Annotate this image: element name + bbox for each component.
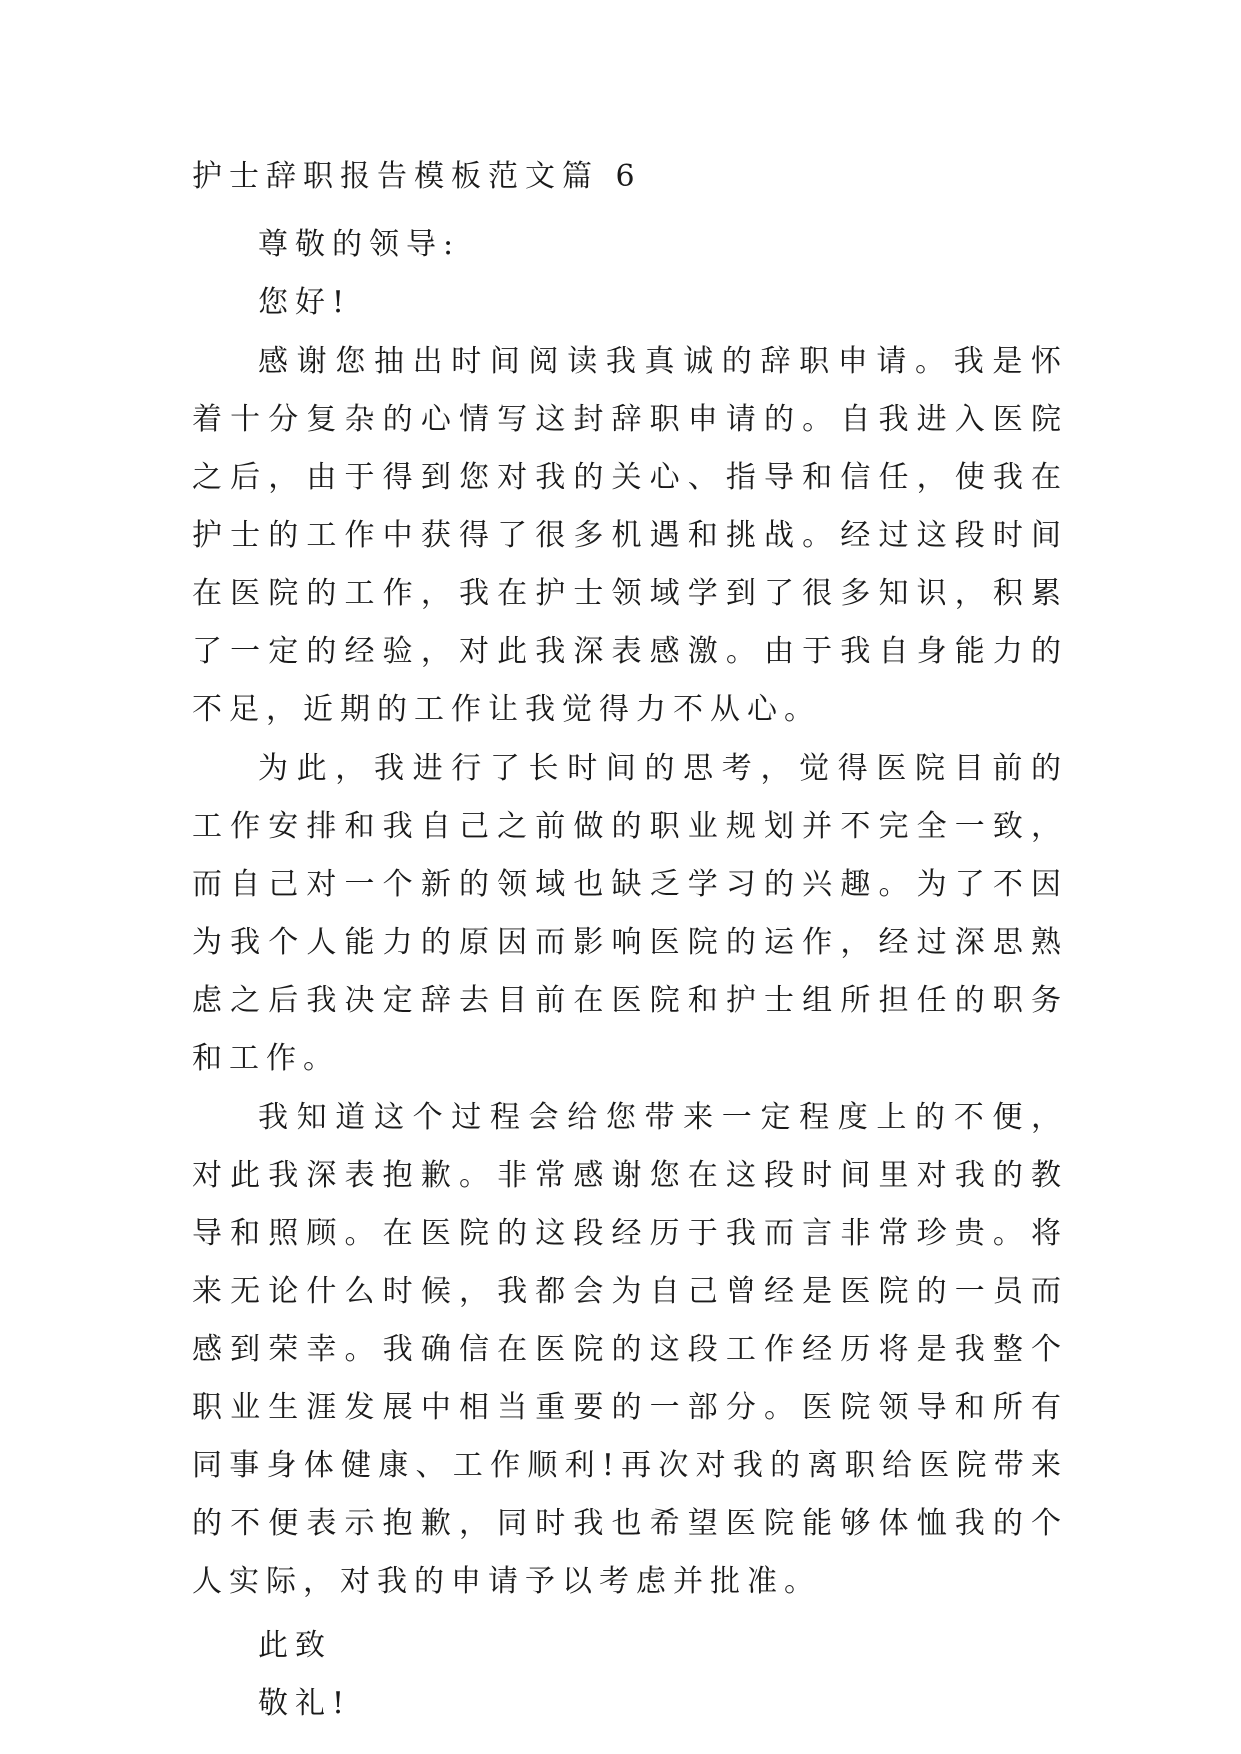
paragraph: 感谢您抽出时间阅读我真诚的辞职申请。我是怀着十分复杂的心情写这封辞职申请的。自我进入医院之后，由于得到您对我的关心、指导和信任，使我在护士的工作中获得了很多机遇和挑战。经过这段时间在医院的工作，我在护士领域学到了很多知识，积累了一定的经验，对此我深表感激。由于我自身能力的不足，近期的工作让我觉得力不从心。 [192,344,1068,727]
paragraph: 为此，我进行了长时间的思考，觉得医院目前的工作安排和我自己之前做的职业规划并不完全一致，而自己对一个新的领域也缺乏学习的兴趣。为了不因为我个人能力的原因而影响医院的运作，经过深思熟虑之后我决定辞去目前在医院和护士组所担任的职务和工作。 [192,751,1068,1076]
document-title: 护士辞职报告模板范文篇 6 [192,159,642,194]
greeting: 您好! [258,285,352,320]
closing: 此致 [258,1628,332,1663]
document-body [192,159,1068,1733]
regards: 敬礼! [258,1686,352,1721]
salutation: 尊敬的领导: [258,227,461,262]
paragraph: 我知道这个过程会给您带来一定程度上的不便，对此我深表抱歉。非常感谢您在这段时间里对我的教导和照顾。在医院的这段经历于我而言非常珍贵。将来无论什么时候，我都会为自己曾经是医院的一员而感到荣幸。我确信在医院的这段工作经历将是我整个职业生涯发展中相当重要的一部分。医院领导和所有同事身体健康、工作顺利!再次对我的离职给医院带来的不便表示抱歉，同时我也希望医院能够体恤我的个人实际，对我的申请予以考虑并批准。 [192,1100,1068,1599]
